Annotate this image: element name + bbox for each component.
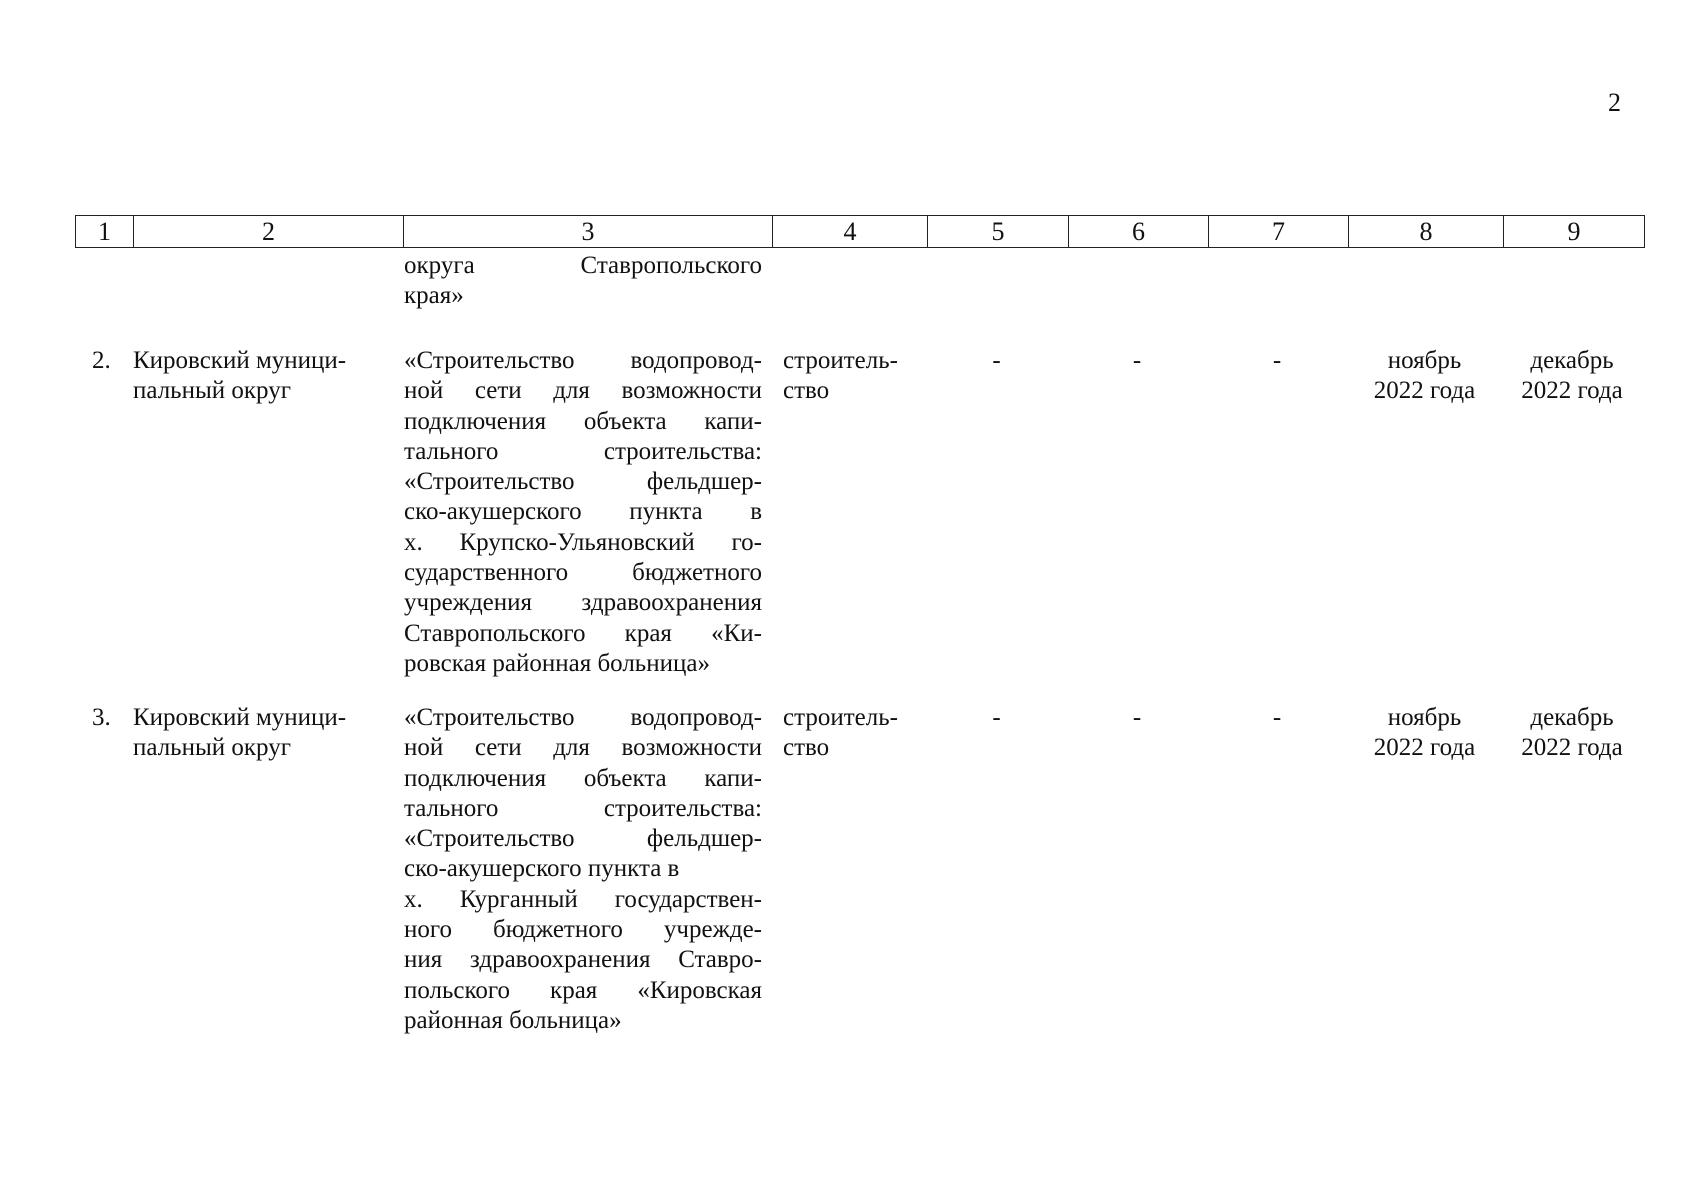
row-number: 2. (92, 347, 111, 374)
text-line: тального строительства: (404, 437, 762, 465)
text-line: учреждения здравоохранения (404, 589, 762, 617)
text-line: х. Курганный государствен- (404, 885, 762, 913)
text-line: подключения объекта капи- (404, 764, 762, 792)
text-line: строитель- (783, 704, 898, 731)
header-cell-5: 5 (928, 216, 1069, 247)
text-line: Кировский муници- (133, 704, 347, 731)
col7-cell: - (1272, 704, 1282, 731)
header-cell-3: 3 (404, 216, 773, 247)
start-date-cell (1347, 703, 1502, 764)
district-cell (133, 346, 378, 407)
text-line: 2022 года (1521, 377, 1623, 405)
text-line: ровская районная больница» (404, 649, 710, 677)
object-cell (404, 703, 762, 1036)
header-cell-7: 7 (1209, 216, 1349, 247)
text-line: «Строительство фельдшер- (404, 825, 762, 853)
text-line: ско-акушерского пункта в (404, 498, 762, 526)
text-line: подключения объекта капи- (404, 407, 762, 435)
text-line: ско-акушерского пункта в (404, 855, 680, 883)
text-line: ноябрь (1387, 704, 1462, 731)
text-line: декабрь (1530, 704, 1614, 731)
header-cell-1: 1 (76, 216, 134, 247)
text-line: Кировский муници- (133, 347, 347, 374)
text-line: пальный округ (133, 377, 291, 405)
continuation-text (404, 251, 762, 312)
text-line: х. Крупско-Ульяновский го- (404, 528, 762, 556)
start-date-cell (1347, 346, 1502, 407)
header-cell-2: 2 (134, 216, 404, 247)
header-cell-8: 8 (1349, 216, 1504, 247)
header-cell-4: 4 (773, 216, 928, 247)
header-cell-9: 9 (1567, 217, 1581, 246)
col6-cell: - (1132, 347, 1142, 374)
col7-cell: - (1272, 347, 1282, 374)
text-line: строитель- (783, 347, 898, 374)
end-date-cell (1502, 346, 1642, 407)
text-line: ной сети для возможности (404, 734, 762, 762)
text-line: ния здравоохранения Ставро- (404, 946, 762, 974)
text-line: ство (783, 734, 830, 762)
header-cell-6: 6 (1069, 216, 1209, 247)
text-line: 2022 года (1521, 734, 1623, 762)
page-number: 2 (1608, 88, 1621, 117)
text-line: ство (783, 377, 830, 405)
text-line: «Строительство водопровод- (404, 704, 762, 731)
text-line: ноябрь (1387, 347, 1462, 374)
work-type-cell (783, 703, 923, 764)
col6-cell: - (1132, 704, 1142, 731)
district-cell (133, 703, 378, 764)
col5-cell: - (992, 347, 1001, 374)
text-line: тального строительства: (404, 794, 762, 822)
row-number: 3. (92, 704, 111, 731)
text-line: ного бюджетного учрежде- (404, 916, 762, 944)
text-line: округа Ставропольского (404, 252, 762, 279)
end-date-cell (1502, 703, 1642, 764)
work-type-cell (783, 346, 923, 407)
text-line: декабрь (1530, 347, 1614, 374)
text-line: польского края «Кировская (404, 976, 762, 1004)
text-line: ной сети для возможности (404, 377, 762, 405)
text-line: 2022 года (1373, 377, 1476, 405)
text-line: районная больница» (404, 1006, 622, 1034)
object-cell (404, 346, 762, 679)
text-line: края» (404, 282, 464, 310)
text-line: 2022 года (1373, 734, 1476, 762)
text-line: «Строительство водопровод- (404, 347, 762, 374)
text-line: «Строительство фельдшер- (404, 468, 762, 496)
text-line: Ставропольского края «Ки- (404, 619, 762, 647)
text-line: сударственного бюджетного (404, 559, 762, 587)
text-line: пальный округ (133, 734, 291, 762)
col5-cell: - (992, 704, 1001, 731)
table-header-row (75, 215, 1645, 248)
